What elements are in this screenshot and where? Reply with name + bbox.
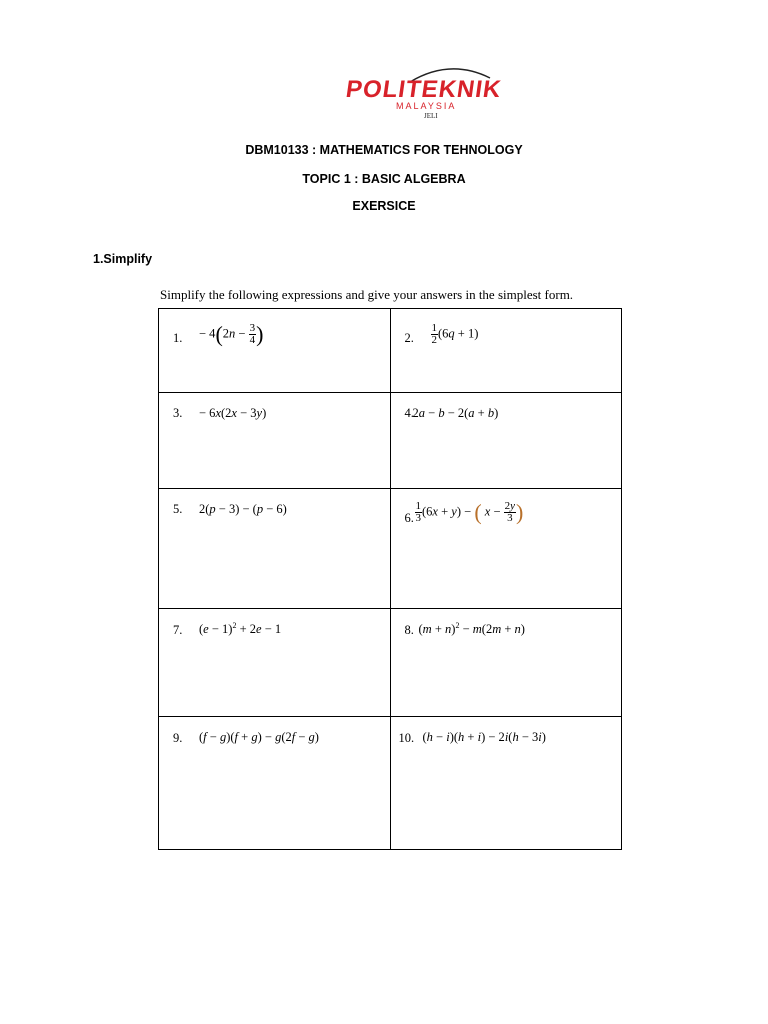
exercise-expression: 2a − b − 2(a + b) [412, 406, 499, 420]
exercise-number: 4. [404, 406, 414, 420]
logo-campus: JELI [424, 112, 438, 120]
course-title: DBM10133 : MATHEMATICS FOR TEHNOLOGY [245, 143, 523, 157]
exercise-expression: − 6x(2x − 3y) [199, 406, 267, 420]
exercise-number: 7. [173, 623, 183, 637]
exercise-expression: $(m + n)^2 - m(2m + n)$ [418, 621, 525, 637]
logo-wordmark: POLITEKNIK [344, 76, 504, 103]
exercise-number: 10. [398, 731, 415, 745]
section-title: EXERSICE [352, 199, 416, 213]
question-title: 1.Simplify [93, 252, 153, 266]
exercise-expression: $\frac{1}{3}$ (6x + y) − ( x − $\frac{2y}{3}$ ) [415, 499, 524, 525]
exercise-number: 2. [404, 331, 414, 345]
exercise-expression: 2(p − 3) − (p − 6) [199, 502, 287, 516]
exercise-expression: (f − g)(f + g) − g(2f − g) [199, 730, 319, 744]
exercise-cell-7 [159, 609, 391, 717]
exercise-expression: $(e - 1)^2 + 2e - 1$ [199, 621, 282, 637]
exercise-number: 8. [404, 623, 414, 637]
exercise-number: 1. [173, 331, 183, 345]
exercise-cell-8 [390, 609, 622, 717]
exercise-expression: − 4(2n − $\frac{3}{4}$ ) [199, 321, 264, 347]
exercise-cell-9 [159, 717, 391, 850]
exercise-cell-1 [159, 309, 391, 393]
exercise-expression: (h − i)(h + i) − 2i(h − 3i) [422, 730, 546, 744]
logo-country: MALAYSIA [396, 101, 457, 111]
exercise-expression: $\frac{1}{2}$ (6q + 1) [431, 322, 479, 346]
exercise-cell-3 [159, 393, 391, 489]
exercise-cell-4 [390, 393, 622, 489]
exercise-cell-2 [390, 309, 622, 393]
exercise-number: 5. [173, 502, 183, 516]
exercise-cell-10 [390, 717, 622, 850]
exercise-cell-6 [390, 489, 622, 609]
topic-title: TOPIC 1 : BASIC ALGEBRA [302, 172, 466, 186]
exercise-number: 3. [173, 406, 183, 420]
exercise-number: 9. [173, 731, 183, 745]
question-instruction: Simplify the following expressions and give your answers in the simplest form. [160, 287, 574, 302]
exercise-number: 6. [404, 511, 414, 525]
exercise-table [158, 308, 622, 850]
exercise-cell-5 [159, 489, 391, 609]
politeknik-logo [340, 70, 504, 122]
